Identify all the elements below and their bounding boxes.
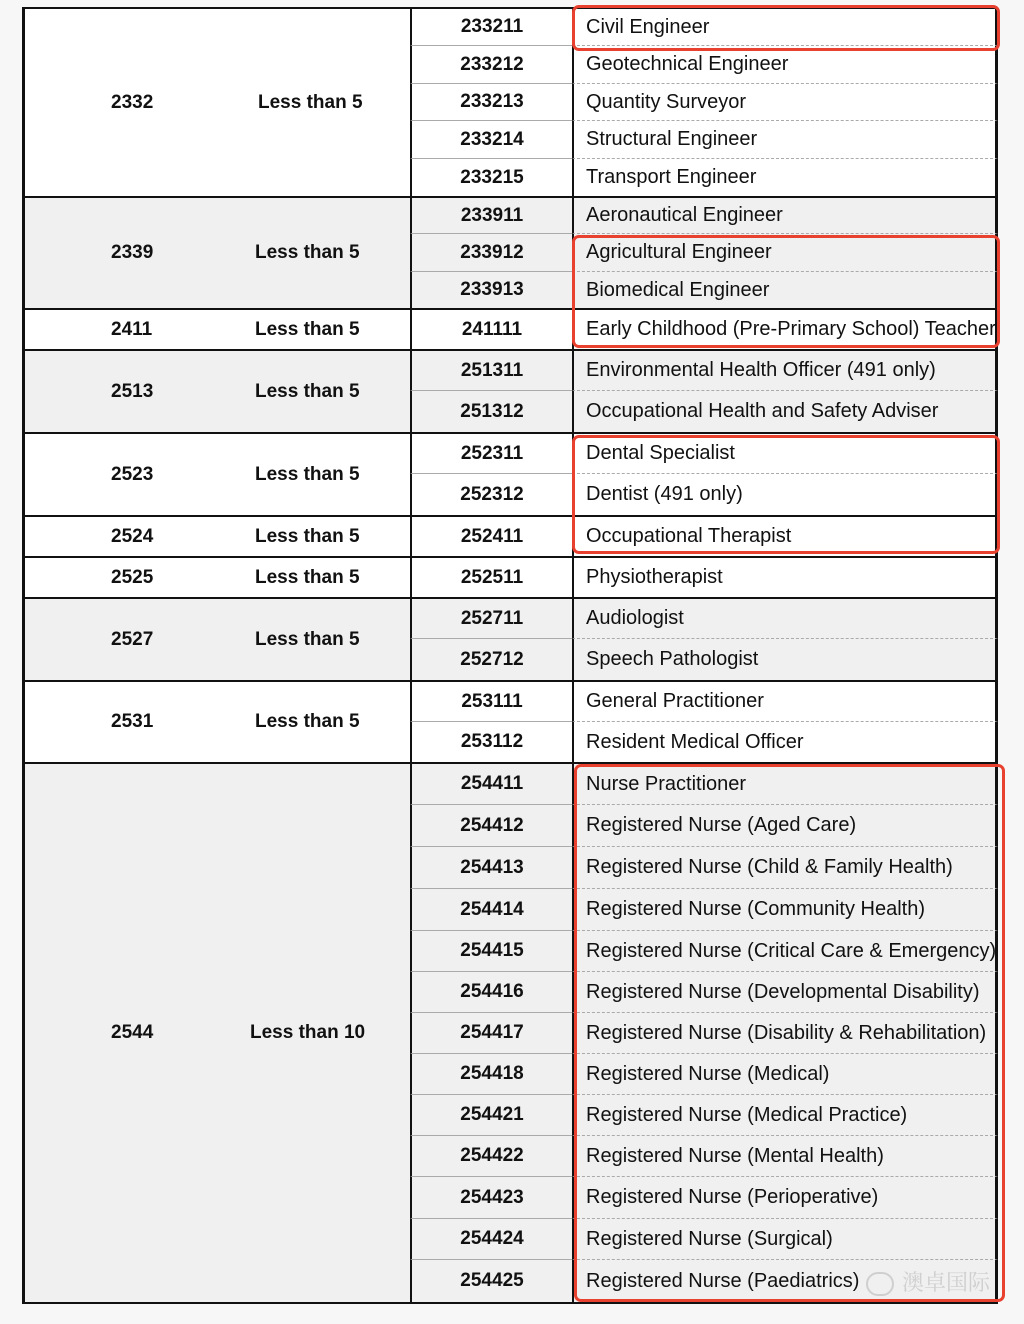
anzsco-code: 254415 bbox=[410, 930, 572, 971]
occupation-name: Speech Pathologist bbox=[572, 638, 998, 680]
anzsco-code: 233215 bbox=[410, 158, 572, 196]
invitation-count: Less than 5 bbox=[255, 318, 360, 340]
anzsco-code: 253112 bbox=[410, 721, 572, 762]
invitation-count: Less than 5 bbox=[255, 566, 360, 588]
anzsco-code: 254423 bbox=[410, 1176, 572, 1218]
anzsco-code: 254421 bbox=[410, 1094, 572, 1135]
group-cell bbox=[22, 7, 410, 196]
occupation-name: Dentist (491 only) bbox=[572, 473, 998, 515]
anzsco-code: 233213 bbox=[410, 83, 572, 120]
anzsco-code: 254413 bbox=[410, 846, 572, 888]
occupation-name: Registered Nurse (Aged Care) bbox=[572, 804, 998, 846]
watermark: 澳卓国际 bbox=[866, 1266, 990, 1297]
group-cell bbox=[22, 349, 410, 432]
anzsco-code: 252511 bbox=[410, 556, 572, 597]
group-cell bbox=[22, 556, 410, 597]
occupation-name: Early Childhood (Pre-Primary School) Teacher bbox=[572, 308, 998, 349]
anzsco-code: 252312 bbox=[410, 473, 572, 515]
group-cell bbox=[22, 762, 410, 1302]
anzsco-code: 254425 bbox=[410, 1259, 572, 1302]
occupation-name: Dental Specialist bbox=[572, 432, 998, 473]
anzsco-code: 254414 bbox=[410, 888, 572, 930]
anzsco-code: 254422 bbox=[410, 1135, 572, 1176]
occupation-name: Registered Nurse (Disability & Rehabilitation) bbox=[572, 1012, 998, 1053]
anzsco-code: 254424 bbox=[410, 1218, 572, 1259]
anzsco-code: 251312 bbox=[410, 390, 572, 432]
occupation-name: Registered Nurse (Child & Family Health) bbox=[572, 846, 998, 888]
occupation-name: Environmental Health Officer (491 only) bbox=[572, 349, 998, 390]
anzsco-code: 254412 bbox=[410, 804, 572, 846]
anzsco-code: 253111 bbox=[410, 680, 572, 721]
occupation-name: Registered Nurse (Medical) bbox=[572, 1053, 998, 1094]
group-cell bbox=[22, 308, 410, 349]
occupation-name: Resident Medical Officer bbox=[572, 721, 998, 762]
anzsco-code: 233912 bbox=[410, 233, 572, 271]
anzsco-code: 254418 bbox=[410, 1053, 572, 1094]
occupation-name: Physiotherapist bbox=[572, 556, 998, 597]
unit-group-code: 2332 bbox=[111, 91, 154, 113]
unit-group-code: 2544 bbox=[111, 1022, 154, 1043]
invitation-count: Less than 5 bbox=[255, 380, 360, 402]
anzsco-code: 233913 bbox=[410, 271, 572, 308]
invitation-count: Less than 5 bbox=[255, 463, 360, 485]
chat-icon bbox=[866, 1272, 894, 1296]
invitation-count: Less than 5 bbox=[255, 711, 360, 732]
anzsco-code: 252311 bbox=[410, 432, 572, 473]
occupation-name: Registered Nurse (Perioperative) bbox=[572, 1176, 998, 1218]
group-cell bbox=[22, 432, 410, 515]
occupation-name: Civil Engineer bbox=[572, 7, 998, 45]
occupation-name: Geotechnical Engineer bbox=[572, 45, 998, 83]
anzsco-code: 252711 bbox=[410, 597, 572, 638]
occupation-name: Registered Nurse (Medical Practice) bbox=[572, 1094, 998, 1135]
unit-group-code: 2525 bbox=[111, 566, 154, 588]
unit-group-code: 2524 bbox=[111, 525, 154, 547]
unit-group-code: 2411 bbox=[111, 318, 153, 340]
occupation-name: Registered Nurse (Mental Health) bbox=[572, 1135, 998, 1176]
occupation-name: Biomedical Engineer bbox=[572, 271, 998, 308]
anzsco-code: 233911 bbox=[410, 196, 572, 233]
group-cell bbox=[22, 196, 410, 308]
anzsco-code: 233212 bbox=[410, 45, 572, 83]
unit-group-code: 2513 bbox=[111, 380, 154, 402]
group-cell bbox=[22, 515, 410, 556]
occupation-name: General Practitioner bbox=[572, 680, 998, 721]
occupation-name: Registered Nurse (Developmental Disability) bbox=[572, 971, 998, 1012]
occupation-name: Aeronautical Engineer bbox=[572, 196, 998, 233]
invitation-count: Less than 5 bbox=[255, 242, 360, 263]
occupation-name: Registered Nurse (Paediatrics) bbox=[572, 1259, 998, 1302]
occupation-name: Occupational Therapist bbox=[572, 515, 998, 556]
occupation-name: Occupational Health and Safety Adviser bbox=[572, 390, 998, 432]
anzsco-code: 254416 bbox=[410, 971, 572, 1012]
group-cell bbox=[22, 597, 410, 680]
anzsco-code: 251311 bbox=[410, 349, 572, 390]
anzsco-code: 252411 bbox=[410, 515, 572, 556]
invitation-count: Less than 5 bbox=[255, 628, 360, 650]
anzsco-code: 254417 bbox=[410, 1012, 572, 1053]
occupation-name: Nurse Practitioner bbox=[572, 762, 998, 804]
unit-group-code: 2339 bbox=[111, 242, 154, 263]
occupation-name: Registered Nurse (Surgical) bbox=[572, 1218, 998, 1259]
occupation-name: Transport Engineer bbox=[572, 158, 998, 196]
unit-group-code: 2527 bbox=[111, 628, 154, 650]
anzsco-code: 254411 bbox=[410, 762, 572, 804]
anzsco-code: 252712 bbox=[410, 638, 572, 680]
invitation-count: Less than 5 bbox=[255, 525, 360, 547]
invitation-count: Less than 10 bbox=[250, 1022, 366, 1043]
occupation-name: Audiologist bbox=[572, 597, 998, 638]
occupation-name: Structural Engineer bbox=[572, 120, 998, 158]
anzsco-code: 241111 bbox=[410, 308, 572, 349]
group-cell bbox=[22, 680, 410, 762]
anzsco-code: 233214 bbox=[410, 120, 572, 158]
unit-group-code: 2531 bbox=[111, 711, 154, 732]
occupation-name: Agricultural Engineer bbox=[572, 233, 998, 271]
table-bottom-border bbox=[22, 1302, 998, 1304]
invitation-count: Less than 5 bbox=[258, 91, 363, 113]
unit-group-code: 2523 bbox=[111, 463, 154, 485]
occupation-name: Quantity Surveyor bbox=[572, 83, 998, 120]
occupation-name: Registered Nurse (Critical Care & Emergency) bbox=[572, 930, 998, 971]
occupation-name: Registered Nurse (Community Health) bbox=[572, 888, 998, 930]
anzsco-code: 233211 bbox=[410, 7, 572, 45]
